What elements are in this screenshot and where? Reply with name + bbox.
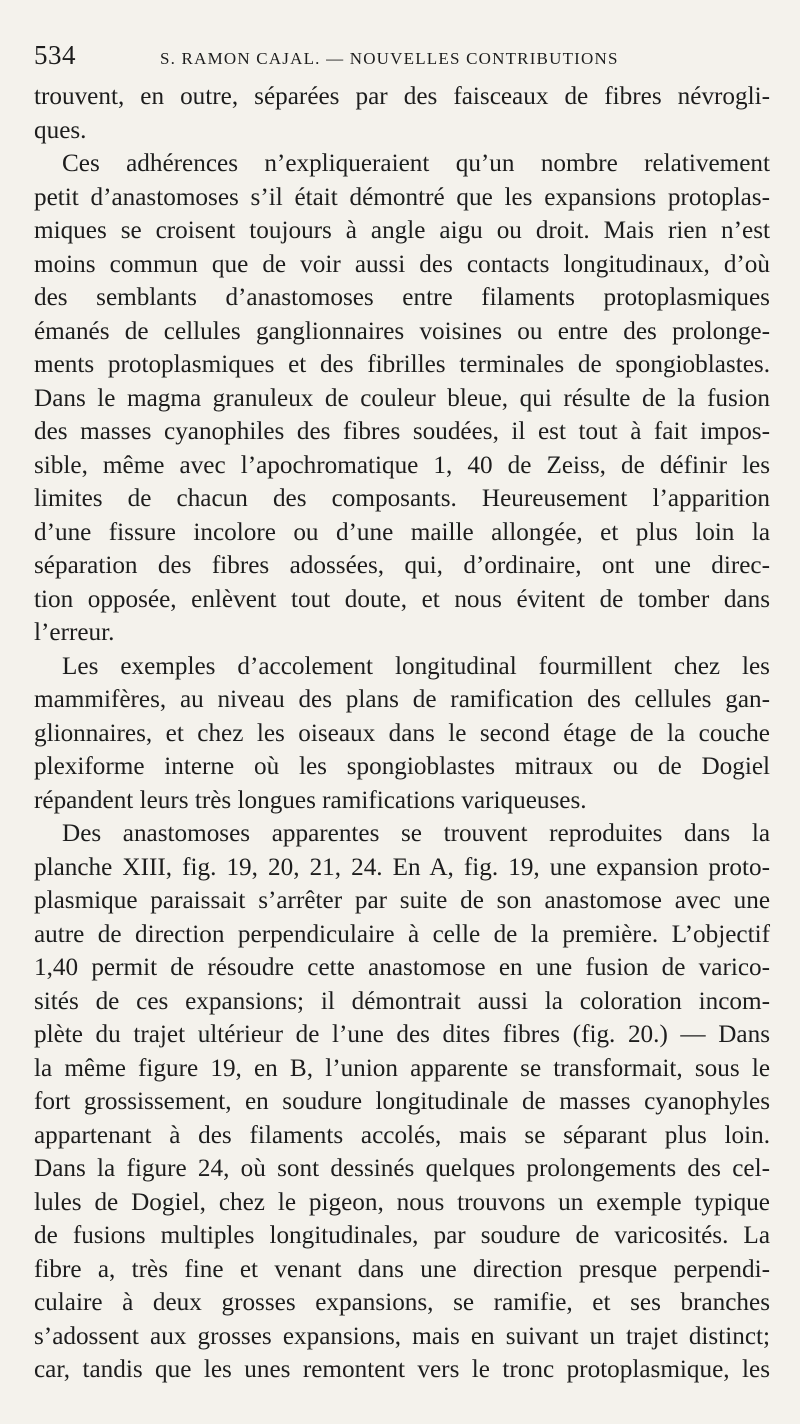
text-line: culaire à deux grosses expansions, se ramifie, et ses branches — [34, 1289, 770, 1316]
paragraph — [34, 650, 770, 818]
paragraph — [34, 80, 770, 147]
text-line: plasmique paraissait s’arrêter par suite de son anastomose avec une — [34, 887, 770, 914]
text-line: Dans le magma granuleux de couleur bleue, qui résulte de la fusion — [34, 384, 770, 412]
text-line: émanés de cellules ganglionnaires voisines ou entre des prolonge- — [34, 317, 770, 345]
text-line: tion opposée, enlèvent tout doute, et nous évitent de tomber dans — [34, 585, 770, 613]
running-title: S. RAMON CAJAL. — NOUVELLES CONTRIBUTIONS — [160, 49, 619, 68]
text-line: plexiforme interne où les spongioblastes mitraux ou de Dogiel — [34, 753, 770, 780]
running-head — [34, 40, 770, 74]
text-line: répandent leurs très longues ramifications variqueuses. — [34, 786, 587, 814]
text-line: s’adossent aux grosses expansions, mais en suivant un trajet distinct; — [34, 1322, 770, 1350]
paragraph — [34, 817, 770, 1387]
text-line: d’une fissure incolore ou d’une maille allongée, et plus loin la — [34, 518, 770, 546]
text-line: moins commun que de voir aussi des contacts longitudinaux, d’où — [34, 250, 770, 278]
text-line: miques se croisent toujours à angle aigu ou droit. Mais rien n’est — [34, 217, 770, 244]
page-number: 534 — [34, 40, 76, 70]
text-line: de fusions multiples longitudinales, par soudure de varicosités. La — [34, 1222, 770, 1249]
text-line: 1,40 permit de résoudre cette anastomose en une fusion de varico- — [34, 954, 770, 981]
text-line: Ces adhérences n’expliqueraient qu’un nombre relativement — [62, 150, 770, 177]
text-line: la même figure 19, en B, l’union apparente se transformait, sous le — [34, 1054, 770, 1082]
text-line: ques. — [34, 116, 87, 144]
text-line: car, tandis que les unes remontent vers le tronc protoplasmique, les — [34, 1356, 770, 1383]
text-line: fibre a, très fine et venant dans une direction presque perpendi- — [34, 1255, 770, 1283]
text-line: sités de ces expansions; il démontrait aussi la coloration incom- — [34, 987, 770, 1015]
text-line: glionnaires, et chez les oiseaux dans le second étage de la couche — [34, 719, 770, 747]
text-line: fort grossissement, en soudure longitudinale de masses cyanophyles — [34, 1088, 770, 1115]
text-line: limites de chacun des composants. Heureusement l’apparition — [34, 485, 770, 512]
text-line: Dans la figure 24, où sont dessinés quelques prolongements des cel- — [34, 1155, 770, 1182]
text-line: des semblants d’anastomoses entre filaments protoplasmiques — [34, 284, 770, 311]
text-line: l’erreur. — [34, 619, 115, 646]
text-line: lules de Dogiel, chez le pigeon, nous trouvons un exemple typique — [34, 1188, 770, 1216]
text-line: trouvent, en outre, séparées par des faisceaux de fibres névrogli- — [34, 83, 770, 110]
text-line: appartenant à des filaments accolés, mais se séparant plus loin. — [34, 1121, 770, 1149]
text-line: sible, même avec l’apochromatique 1, 40 de Zeiss, de définir les — [34, 451, 770, 479]
body-text — [34, 80, 770, 1387]
text-line: petit d’anastomoses s’il était démontré que les expansions protoplas- — [34, 183, 770, 211]
text-line: ments protoplasmiques et des fibrilles terminales de spongioblastes. — [34, 351, 770, 378]
text-line: des masses cyanophiles des fibres soudées, il est tout à fait impos- — [34, 418, 770, 445]
text-line: Des anastomoses apparentes se trouvent reproduites dans la — [62, 820, 770, 847]
paragraph — [34, 147, 770, 650]
text-line: mammifères, au niveau des plans de ramification des cellules gan- — [34, 686, 770, 713]
text-line: séparation des fibres adossées, qui, d’ordinaire, ont une direc- — [34, 552, 770, 579]
text-line: planche XIII, fig. 19, 20, 21, 24. En A, fig. 19, une expansion proto- — [34, 853, 770, 881]
text-line: autre de direction perpendiculaire à celle de la première. L’objectif — [34, 920, 770, 948]
text-line: Les exemples d’accolement longitudinal fourmillent chez les — [62, 652, 770, 680]
text-line: plète du trajet ultérieur de l’une des dites fibres (fig. 20.) — Dans — [34, 1021, 770, 1048]
